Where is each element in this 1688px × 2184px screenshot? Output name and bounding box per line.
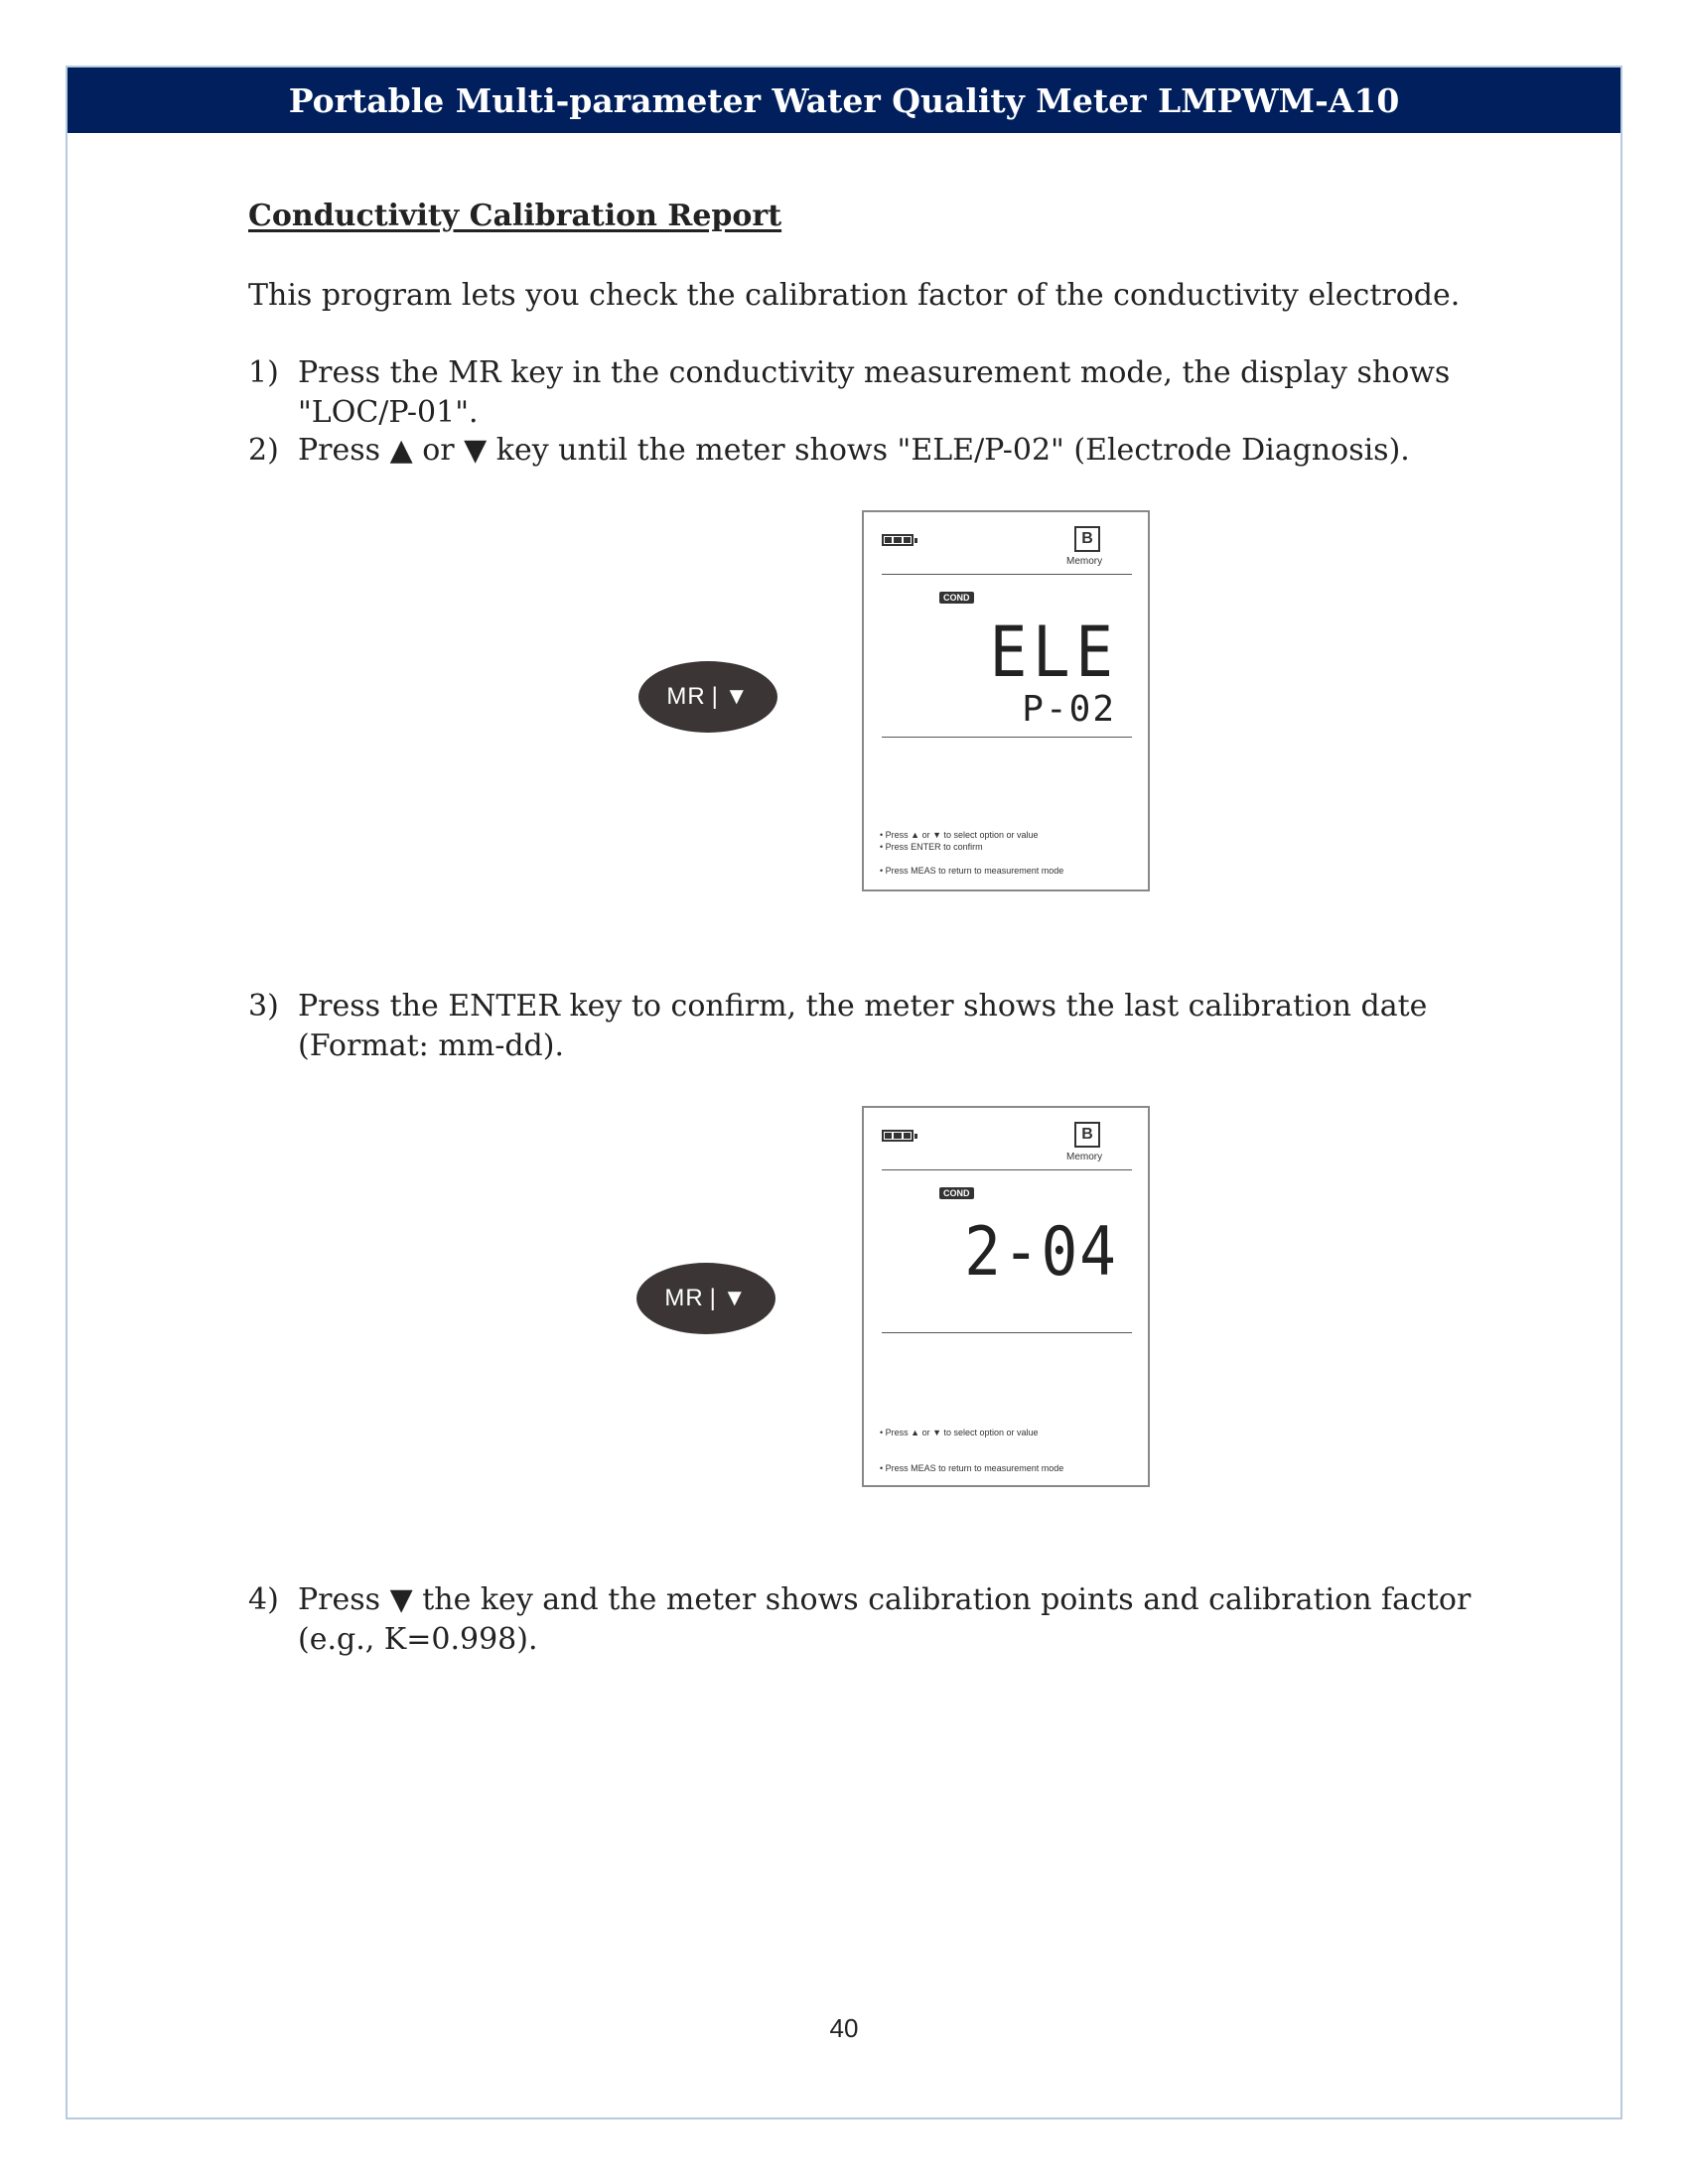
key-label: MR xyxy=(664,1285,704,1311)
lcd-display-date xyxy=(862,1106,1150,1487)
document-header-banner xyxy=(68,68,1620,133)
display-hint: • Press ▲ or ▼ to select option or value xyxy=(880,1428,1039,1437)
step-number: 4) xyxy=(248,1582,279,1617)
step-1 xyxy=(248,353,1499,433)
battery-icon xyxy=(882,1130,914,1142)
display-main-readout: 2-04 xyxy=(964,1213,1118,1292)
intro-paragraph: This program lets you check the calibration factor of the conductivity electrode. xyxy=(248,278,1461,313)
divider xyxy=(882,574,1132,575)
key-separator: | xyxy=(711,683,719,710)
section-heading: Conductivity Calibration Report xyxy=(248,199,782,233)
step-text: Press the MR key in the conductivity measurement mode, the display shows "LOC/P-01". xyxy=(298,355,1451,430)
step-3 xyxy=(248,987,1499,1066)
divider xyxy=(882,1332,1132,1333)
memory-icon: B xyxy=(1074,526,1100,552)
step-number: 2) xyxy=(248,433,279,468)
key-separator: | xyxy=(709,1285,717,1311)
display-sub-readout: P-02 xyxy=(1022,689,1116,730)
display-main-readout: ELE xyxy=(989,612,1118,693)
page-number: 40 xyxy=(829,2013,859,2043)
key-label: MR xyxy=(666,683,706,710)
step-4 xyxy=(248,1580,1499,1660)
mr-down-key xyxy=(638,661,777,733)
memory-label: Memory xyxy=(1066,1152,1103,1162)
step-2 xyxy=(248,431,1499,471)
divider xyxy=(882,1169,1132,1170)
mr-down-key xyxy=(636,1263,775,1334)
down-arrow-icon: ▼ xyxy=(722,1285,748,1311)
document-title: Portable Multi-parameter Water Quality Meter LMPWM-A10 xyxy=(288,80,1400,120)
display-hint: • Press ▲ or ▼ to select option or value xyxy=(880,830,1039,840)
display-hint: • Press MEAS to return to measurement mode xyxy=(880,866,1064,876)
memory-label: Memory xyxy=(1066,556,1103,567)
step-text: Press the ENTER key to confirm, the meter shows the last calibration date (Format: mm-dd). xyxy=(298,989,1428,1063)
memory-icon: B xyxy=(1074,1122,1100,1148)
divider xyxy=(882,737,1132,738)
mode-badge: COND xyxy=(939,592,974,604)
step-number: 3) xyxy=(248,989,279,1024)
down-arrow-icon: ▼ xyxy=(724,683,750,710)
step-text: Press ▼ the key and the meter shows calibration points and calibration factor (e.g., K=0.998). xyxy=(298,1582,1472,1657)
display-hint: • Press MEAS to return to measurement mode xyxy=(880,1463,1064,1473)
display-hint: • Press ENTER to confirm xyxy=(880,842,983,852)
mode-badge: COND xyxy=(939,1187,974,1199)
battery-icon xyxy=(882,534,914,546)
lcd-display-ele xyxy=(862,510,1150,891)
step-number: 1) xyxy=(248,355,279,390)
step-text: Press ▲ or ▼ key until the meter shows "ELE/P-02" (Electrode Diagnosis). xyxy=(298,433,1410,468)
